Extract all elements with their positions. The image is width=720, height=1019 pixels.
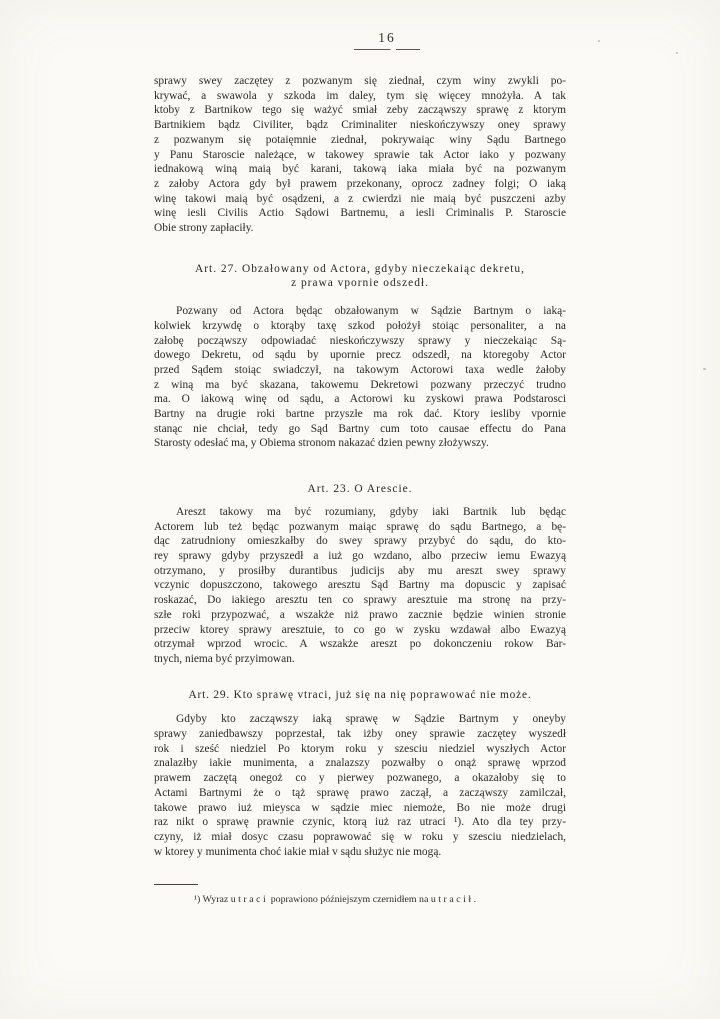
- text-line: załobę począwszy odpowiadać nieskończywszy sprawy y nieczekaiąc Są-: [154, 334, 566, 347]
- page-header: [352, 30, 422, 50]
- footnote-text: .: [473, 894, 477, 906]
- text-line: winę takowi maią być osądzeni, a z cwierdzi nie maią być puszczeni azby: [154, 192, 566, 205]
- article-heading-27: [154, 262, 566, 291]
- text-line: prawem zaczętą onegoż co y pierwey pozwanego, a okazałoby się to: [154, 772, 566, 785]
- footnote: [154, 894, 566, 906]
- text-line: Pozwany od Actora będąc obzałowanym w Sądzie Bartnym o iaką-: [176, 305, 566, 318]
- text-line: w ktorey y munimenta choć iakie miał v sądu służyc nie mogą.: [154, 845, 442, 858]
- text-line: dowego Dekretu, od sądu by upornie precz odszedł, na ktoregoby Actor: [154, 349, 566, 362]
- text-line: sprawy swey zaczętey z pozwanym się ziednał, czym winy zwykli po-: [154, 75, 566, 87]
- text-line: z winą ma być skazana, takowemu Dekretowi pozwany przeczyć trudno: [154, 378, 566, 391]
- text-line: rok i sześć niedziel Po ktorym roku y szesciu niedziel wyszłych Actor: [154, 742, 566, 755]
- footnote-emphasis-utraci: utraci: [230, 894, 269, 906]
- footnote-marker: ¹): [194, 894, 203, 906]
- text-line: roskazać, Do iakiego aresztu ten co sprawy aresztuie ma stronę na przy-: [154, 594, 566, 607]
- text-line: Art. 27. Obzałowany od Actora, gdyby nieczekaiąc dekretu,: [195, 262, 525, 275]
- text-line: ktoby z Bartnikow tego się ważyć smiał zeby zacząwszy sprawę z ktorym: [154, 104, 566, 117]
- paragraph-1: [154, 74, 566, 236]
- text-line: krywać, a swawola y szkoda im daley, tym się więcey mnożyła. A tak: [154, 89, 566, 102]
- text-line: rey sprawy gdyby przyszedł a iuż go wzdano, albo przeciw iemu Ewazyą: [154, 549, 566, 562]
- text-line: takowe prawo iuż mieysca w sądzie miec niemoże, Bo nie może drugi: [154, 801, 566, 814]
- text-line: znalazłby iakie munimenta, a znalazszy pozwałby o onąż sprawę wprzod: [154, 757, 566, 770]
- footnote-text: Wyraz: [202, 894, 231, 906]
- scan-speck: [676, 52, 678, 54]
- text-line: z pozwanym się potaięmnie ziednał, pokrywaiąc winy Sądu Bartnego: [154, 133, 566, 146]
- paragraph-3: [154, 505, 566, 667]
- text-line: raz nikt o sprawę prawnie czynic, ktorą iuż raz utraci ¹). Ato dla tey przy-: [154, 816, 566, 829]
- text-line: Gdyby kto zacząwszy iaką sprawę w Sądzie Bartnym y oneyby: [176, 713, 566, 726]
- text-line: z załoby Actora gdy był prawem przekonany, oprocz zadney folgi; O iaką: [154, 177, 566, 190]
- text-line: Starosty odesłać ma, y Obiema stronom nakazać dzien pewny złożywszy.: [154, 437, 489, 450]
- text-line: vczynic dopuszczono, takowego aresztu Sąd Bartny ma dopuscic y zapisać: [154, 579, 566, 592]
- footnote-rule: [154, 884, 198, 885]
- scan-speck: [598, 40, 600, 42]
- text-line: Art. 23. O Arescie.: [307, 483, 413, 496]
- article-heading-23: [154, 482, 566, 497]
- text-line: Bartnikiem bądz Civiliter, bądz Criminaliter nieskończywszy oney sprawy: [154, 119, 566, 132]
- text-line: dąc zatrudniony omieszkałby do swey sprawy przybyć do sądu, do kto-: [154, 535, 566, 548]
- page-number-rule: [354, 49, 420, 50]
- text-line: winę iesli Civilis Actio Sądowi Bartnemu, a iesli Criminalis P. Staroscie: [154, 207, 566, 220]
- text-line: iednakową winą maią być karani, takową iaka miała być na pozwanym: [154, 163, 566, 176]
- page-number: 16: [378, 30, 396, 45]
- text-line: Areszt takowy ma być rozumiany, gdyby iaki Bartnik lub będąc: [176, 505, 566, 518]
- text-line: Art. 29. Kto sprawę vtraci, już się na nię poprawować nie może.: [188, 688, 532, 701]
- text-line: y Panu Staroscie należące, w takowey sprawie tak Actor iako y pozwany: [154, 148, 566, 161]
- text-line: Obie strony zapłaciły.: [154, 222, 254, 235]
- text-line: tnych, niema być przyimowan.: [154, 652, 295, 665]
- text-line: ma. O iakową winę od sądu, a Actorowi ku zyskowi prawa Podstarosci: [154, 393, 566, 406]
- text-line: otrzymano, y prosiłby durantibus judicijs aby mu areszt swey sprawy: [154, 564, 566, 577]
- text-line: z prawa vpornie odszedł.: [291, 277, 429, 290]
- text-line: otrzymał wprzod wrocic. A wszakże areszt po dokonczeniu rokow Bar-: [154, 638, 566, 651]
- paragraph-2: [154, 304, 566, 451]
- text-line: Actami Bartnymi że o tąż sprawę prawo zaczął, a zacząwszy zamilczał,: [154, 786, 566, 799]
- paragraph-4: [154, 712, 566, 859]
- text-line: czyny, iż miał dosyc czasu poprawować się w roku y szesciu niedzielach,: [154, 830, 566, 843]
- footnote-emphasis-utracil: utracił: [430, 894, 474, 906]
- text-line: sprawy zaniedbawszy poprzestał, tak iżby oney sprawie zaczętey wyszedł: [154, 728, 566, 741]
- text-line: przed Sądem stoiąc swiadczył, na takowym Actorowi taxa wedle żałoby: [154, 363, 566, 376]
- text-line: kolwiek krzywdę o ktorąby taxę szkod położył stoiąc personaliter, a na: [154, 319, 566, 332]
- text-block: [154, 74, 566, 906]
- text-line: stanąc nie chciał, tedy go Sąd Bartny cum toto causae effectu do Pana: [154, 422, 566, 435]
- text-line: Bartny na drugie roki bartne przyszłe ma rok dać. Ktory iesliby vpornie: [154, 408, 566, 421]
- scan-speck: [703, 368, 706, 370]
- text-line: szłe roki przypozwać, a wszakże niż prawo zacznie będzie winien stronie: [154, 608, 566, 621]
- text-line: przeciw ktorey sprawy aresztuie, to co go w zysku wzdawał albo Ewazyą: [154, 623, 566, 636]
- article-heading-29: [154, 688, 566, 703]
- text-line: Actorem lub też będąc pozwanym maiąc sprawę do sądu Bartnego, a bę-: [154, 520, 566, 533]
- footnote-text: poprawiono późniejszym czernidłem na: [268, 894, 431, 906]
